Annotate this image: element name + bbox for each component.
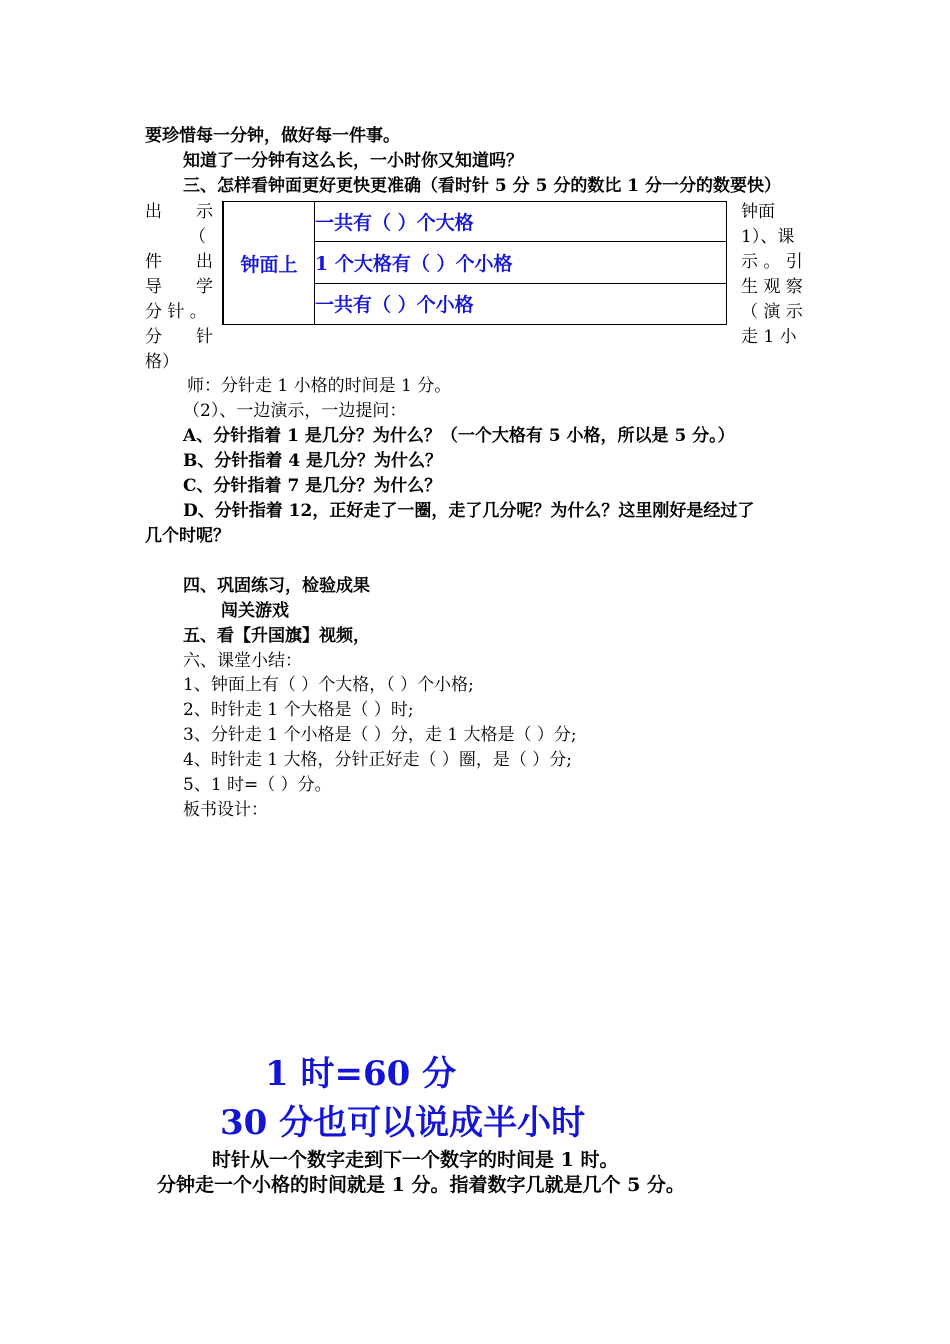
right-side-line: 生 观 察 bbox=[741, 277, 803, 297]
table-row-text: 一共有（ ）个大格 bbox=[315, 212, 474, 234]
right-side-text bbox=[741, 200, 807, 350]
right-side-line: 走 1 小 bbox=[741, 327, 797, 347]
left-side-char: 学 bbox=[196, 277, 213, 297]
summary-item: 2、时针走 1 个大格是（ ）时; bbox=[183, 700, 414, 720]
demo-line: （2）、一边演示，一边提问： bbox=[183, 401, 407, 421]
table-row-text: 一共有（ ）个小格 bbox=[315, 293, 474, 316]
section-5-heading: 五、看【升国旗】视频， bbox=[183, 626, 370, 646]
summary-item: 3、分针走 1 个小格是（ ）分，走 1 大格是（ ）分; bbox=[183, 725, 577, 745]
left-side-char: 分 针 。 bbox=[145, 302, 207, 322]
summary-item: 5、1 时=（ ）分。 bbox=[183, 775, 332, 795]
question-c: C、分针指着 7 是几分？为什么？ bbox=[183, 476, 442, 496]
teacher-line: 师：分针走 1 小格的时间是 1 分。 bbox=[187, 376, 452, 396]
section-4-heading: 四、巩固练习，检验成果 bbox=[183, 576, 370, 596]
right-side-line: 钟面 bbox=[741, 202, 775, 222]
left-side-char: 件 bbox=[145, 252, 162, 272]
left-side-char: 格） bbox=[145, 352, 179, 372]
board-line-1: 1 时=60 分 bbox=[265, 1054, 457, 1094]
left-side-text bbox=[145, 200, 213, 375]
left-side-char: 导 bbox=[145, 277, 162, 297]
section-6-heading: 六、课堂小结： bbox=[183, 651, 302, 671]
left-side-char: 出 bbox=[145, 202, 162, 222]
table-row bbox=[315, 241, 726, 284]
board-design-label: 板书设计： bbox=[183, 800, 268, 820]
text-line-2: 知道了一分钟有这么长，一小时你又知道吗？ bbox=[183, 151, 523, 171]
question-d: D、分针指着 12，正好走了一圈，走了几分呢？为什么？这里刚好是经过了 bbox=[183, 501, 755, 521]
table-head: 钟面上 bbox=[224, 202, 315, 324]
clock-face-table bbox=[222, 201, 727, 325]
left-side-char: 出 bbox=[196, 252, 213, 272]
board-line-2: 30 分也可以说成半小时 bbox=[220, 1103, 586, 1143]
section-3-heading: 三、怎样看钟面更好更快更准确（看时针 5 分 5 分的数比 1 分一分的数要快） bbox=[183, 176, 781, 196]
left-side-char: 示 bbox=[196, 202, 213, 222]
right-side-line: 1）、课 bbox=[741, 227, 795, 247]
left-side-char: （ bbox=[189, 227, 206, 247]
question-a: A、分针指着 1 是几分？为什么？（一个大格有 5 小格，所以是 5 分。） bbox=[183, 426, 735, 446]
left-side-char: 针 bbox=[196, 327, 213, 347]
left-side-char: 分 bbox=[145, 327, 162, 347]
summary-item: 4、时针走 1 大格，分针正好走（ ）圈，是（ ）分; bbox=[183, 750, 572, 770]
question-d-cont: 几个时呢？ bbox=[145, 526, 230, 546]
table-row-text: 1 个大格有（ ）个小格 bbox=[315, 252, 513, 275]
board-line-4: 分钟走一个小格的时间就是 1 分。指着数字几就是几个 5 分。 bbox=[157, 1174, 685, 1196]
question-b: B、分针指着 4 是几分？为什么？ bbox=[183, 451, 443, 471]
summary-item: 1、钟面上有（ ）个大格，（ ）个小格; bbox=[183, 675, 474, 695]
table-row bbox=[315, 283, 726, 323]
section-4-sub: 闯关游戏 bbox=[221, 601, 289, 621]
right-side-line: 示 。 引 bbox=[741, 252, 803, 272]
right-side-line: （ 演 示 bbox=[741, 302, 803, 322]
text-line-1: 要珍惜每一分钟，做好每一件事。 bbox=[145, 126, 400, 146]
board-line-3: 时针从一个数字走到下一个数字的时间是 1 时。 bbox=[212, 1149, 619, 1171]
table-row bbox=[315, 202, 726, 242]
